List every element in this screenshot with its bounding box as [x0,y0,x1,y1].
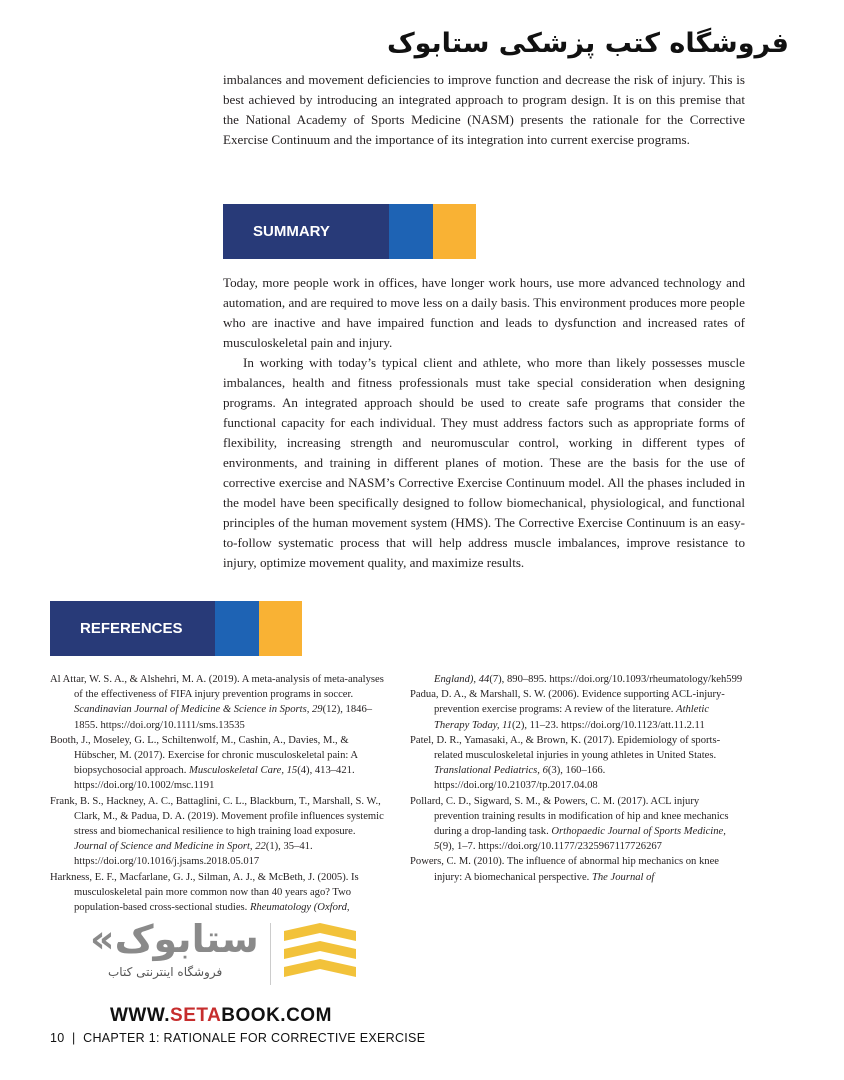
reference-entry: Frank, B. S., Hackney, A. C., Battaglini, C. L., Blackburn, T., Marshall, S. W., Clark, M., & Padua, D. A. (2019). Movement profile influences systemic stress and biomechanical resilience to high training load exposure. Journal of Science and Medicine in Sport, 22(1), 35–41. https://doi.org/10.1016/j.jsams.2018.05.017 [50,795,384,868]
logo-divider [270,923,271,985]
references-heading: REFERENCES [50,601,215,656]
logo-tagline: فروشگاه اینترنتی کتاب [108,965,223,979]
website-url: WWW.SETABOOK.COM [110,1005,332,1026]
reference-continuation: England), 44(7), 890–895. https://doi.org/10.1093/rheumatology/keh599 [434,674,743,685]
summary-heading: SUMMARY [223,204,389,259]
logo-mark: «ستابوک [90,917,259,961]
setabook-logo [90,915,390,995]
page-footer: 10 | CHAPTER 1: RATIONALE FOR CORRECTIVE EXERCISE [50,1031,426,1045]
reference-entry: Booth, J., Moseley, G. L., Schiltenwolf, M., Cashin, A., Davies, M., & Hübscher, M. (2017). Exercise for chronic musculoskeletal pain: A biopsychosocial approach. Musculoskeletal Care, 15(4), 413–421. https://doi.org/10.1002/msc.1191 [50,734,358,792]
reference-entry: Powers, C. M. (2010). The influence of abnormal hip mechanics on knee injury: A biomechanical perspective. The Journal of [410,856,720,883]
reference-entry: Harkness, E. F., Macfarlane, G. J., Silman, A. J., & McBeth, J. (2005). Is musculoskeletal pain more common now than 40 years ago? Two population-based cross-sectional studies. Rheumatology (Oxford, [50,871,359,914]
summary-paragraph-2: In working with today’s typical client and athlete, who more than likely possesses muscle imbalances, health and fitness professionals must take special consideration when designing programs. An integrated approach should be used to create safe programs that consider the functional capacity for each individual. They must address factors such as appropriate forms of flexibility, increasing strength and neuromuscular control, working in different types of environments, and training in different planes of motion. These are the basis for the use of corrective exercise and NASM’s Corrective Exercise Continuum model. All the phases included in the model have been specifically designed to follow biomechanical, physiological, and functional principles of the human movement system (HMS). The Corrective Exercise Continuum is an easy-to-follow systematic process that will help address muscle imbalances, improve resistance to injury, optimize movement quality, and maximize results. [223,355,745,570]
chevron-stack-icon [280,921,360,991]
intro-paragraph: imbalances and movement deficiencies to improve function and decrease the risk of injury. This is best achieved by introducing an integrated approach to program design. It is on this premise that the National Academy of Sports Medicine (NASM) presents the rationale for the Corrective Exercise Continuum and the importance of its integration into current exercise programs. [223,72,745,147]
banner-gold-block [259,601,302,656]
banner-blue-block [389,204,433,259]
banner-gold-block [433,204,476,259]
references-left-column [50,672,385,915]
intro-text [223,70,745,150]
references-right-column [410,672,745,885]
reference-entry: Patel, D. R., Yamasaki, A., & Brown, K. (2017). Epidemiology of sports-related musculoskeletal injuries in young athletes in United States. Translational Pediatrics, 6(3), 160–166. https://doi.org/10.21037/tp.2017.04.08 [410,734,721,792]
summary-paragraph-1: Today, more people work in offices, have longer work hours, use more advanced technology and automation, and are required to move less on a daily basis. This environment produces more people who are inactive and have impaired function and leads to dysfunction and increased rates of musculoskeletal pain and injury. [223,275,745,350]
reference-entry: Al Attar, W. S. A., & Alshehri, M. A. (2019). A meta-analysis of meta-analyses of the effectiveness of FIFA injury prevention programs in soccer. Scandinavian Journal of Medicine & Science in Sports, 29(12), 1846–1855. https://doi.org/10.1111/sms.13535 [50,674,384,731]
reference-entry: Padua, D. A., & Marshall, S. W. (2006). Evidence supporting ACL-injury-prevention exercise programs: A review of the literature. Athletic Therapy Today, 11(2), 11–23. https://doi.org/10.1123/att.11.2.11 [410,689,725,731]
references-banner [50,601,302,656]
reference-entry: Pollard, C. D., Sigward, S. M., & Powers, C. M. (2017). ACL injury prevention training results in modification of hip and knee mechanics during a drop-landing task. Orthopaedic Journal of Sports Medicine, 5(9), 1–7. https://doi.org/10.1177/2325967117726267 [410,795,729,853]
watermark-header: فروشگاه کتب پزشکی ستابوک [386,28,789,59]
banner-blue-block [215,601,259,656]
summary-banner [223,204,476,259]
summary-text [223,273,745,573]
